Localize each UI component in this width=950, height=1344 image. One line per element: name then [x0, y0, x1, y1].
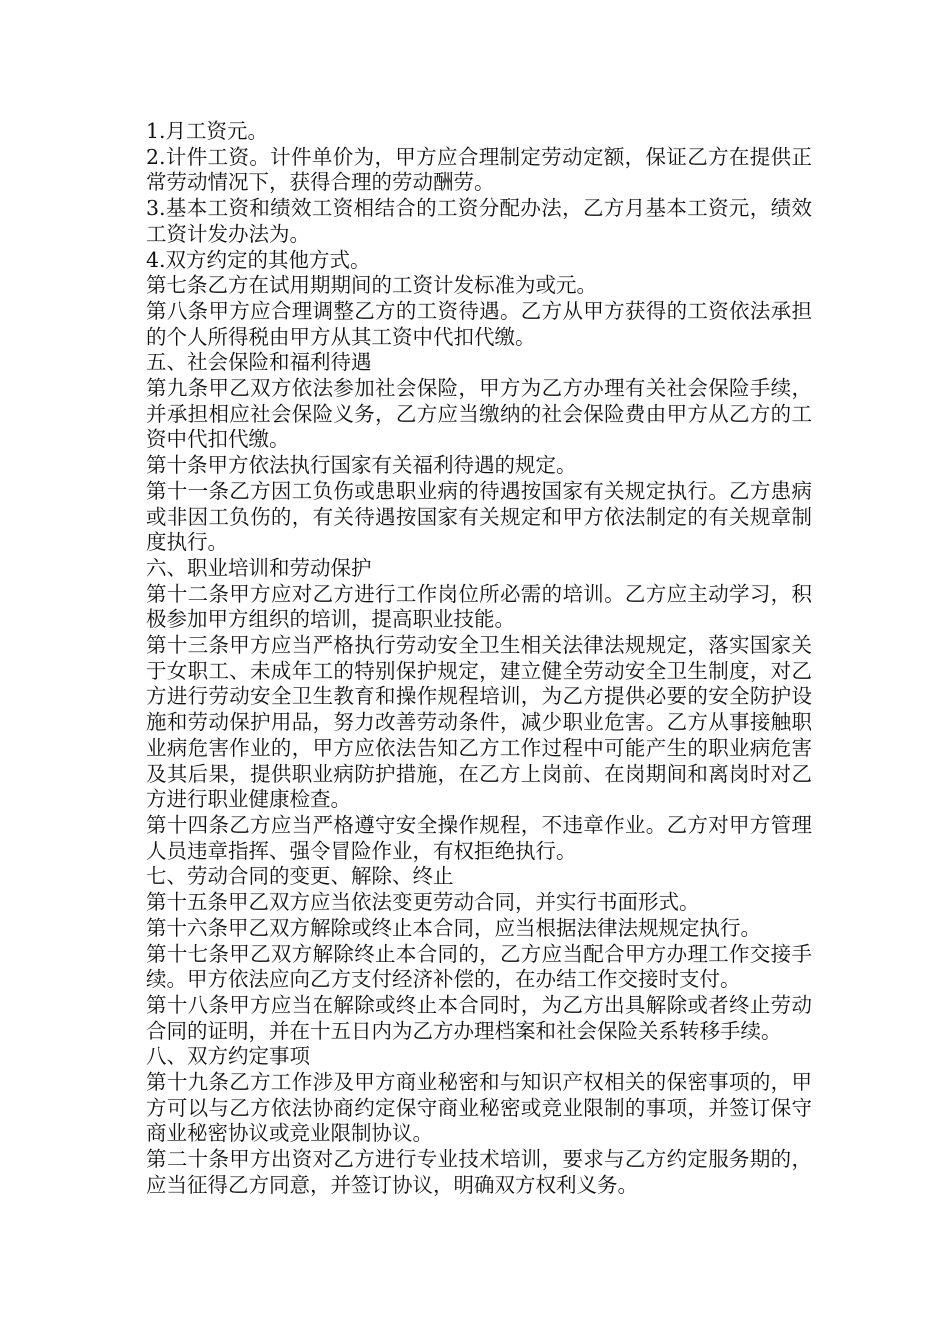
paragraph-article-17: 第十七条甲乙双方解除终止本合同的，乙方应当配合甲方办理工作交接手续。甲方依法应向乙方支付经济补偿的，在办结工作交接时支付。	[146, 941, 812, 992]
paragraph-article-15: 第十五条甲乙双方应当依法变更劳动合同，并实行书面形式。	[146, 890, 700, 915]
paragraph-article-16: 第十六条甲乙双方解除或终止本合同，应当根据法律法规规定执行。	[146, 915, 761, 940]
paragraph-article-10: 第十条甲方依法执行国家有关福利待遇的规定。	[146, 453, 577, 478]
paragraph-article-20: 第二十条甲方出资对乙方进行专业技术培训，要求与乙方约定服务期的，应当征得乙方同意，并签订协议，明确双方权利义务。	[146, 1147, 812, 1197]
paragraph-article-19: 第十九条乙方工作涉及甲方商业秘密和与知识产权相关的保密事项的，甲方可以与乙方依法协商约定保守商业秘密或竞业限制的事项，并签订保守商业秘密协议或竞业限制协议。	[146, 1070, 812, 1146]
paragraph-article-18: 第十八条甲方应当在解除或终止本合同时，为乙方出具解除或者终止劳动合同的证明，并在十五日内为乙方办理档案和社会保险关系转移手续。	[146, 992, 812, 1043]
paragraph-article-7: 第七条乙方在试用期期间的工资计发标准为或元。	[146, 273, 597, 298]
paragraph-article-8: 第八条甲方应合理调整乙方的工资待遇。乙方从甲方获得的工资依法承担的个人所得税由甲方从其工资中代扣代缴。	[146, 298, 812, 349]
paragraph-salary-piecework: 2.计件工资。计件单价为，甲方应合理制定劳动定额，保证乙方在提供正常劳动情况下，获得合理的劳动酬劳。	[146, 144, 812, 195]
document-body	[146, 119, 812, 1199]
section-heading-8: 八、双方约定事项	[146, 1044, 310, 1069]
paragraph-article-14: 第十四条乙方应当严格遵守安全操作规程，不违章作业。乙方对甲方管理人员违章指挥、强令冒险作业，有权拒绝执行。	[146, 812, 812, 863]
section-heading-7: 七、劳动合同的变更、解除、终止	[146, 864, 454, 889]
paragraph-article-13: 第十三条甲方应当严格执行劳动安全卫生相关法律法规规定，落实国家关于女职工、未成年工的特别保护规定，建立健全劳动安全卫生制度，对乙方进行劳动安全卫生教育和操作规程培训，为乙方提供必要的安全防护设施和劳动保护用品，努力改善劳动条件，减少职业危害。乙方从事接触职业病危害作业的，甲方应依法告知乙方工作过程中可能产生的职业病危害及其后果，提供职业病防护措施，在乙方上岗前、在岗期间和离岗时对乙方进行职业健康检查。	[146, 633, 812, 812]
paragraph-salary-monthly: 1.月工资元。	[146, 119, 269, 143]
paragraph-salary-other: 4.双方约定的其他方式。	[146, 247, 371, 272]
paragraph-article-9: 第九条甲乙双方依法参加社会保险，甲方为乙方办理有关社会保险手续，并承担相应社会保险义务，乙方应当缴纳的社会保险费由甲方从乙方的工资中代扣代缴。	[146, 376, 812, 452]
paragraph-article-12: 第十二条甲方应对乙方进行工作岗位所必需的培训。乙方应主动学习，积极参加甲方组织的培训，提高职业技能。	[146, 581, 812, 632]
paragraph-salary-base-performance: 3.基本工资和绩效工资相结合的工资分配办法，乙方月基本工资元，绩效工资计发办法为。	[146, 196, 812, 246]
section-heading-6: 六、职业培训和劳动保护	[146, 555, 372, 580]
paragraph-article-11: 第十一条乙方因工负伤或患职业病的待遇按国家有关规定执行。乙方患病或非因工负伤的，有关待遇按国家有关规定和甲方依法制定的有关规章制度执行。	[146, 478, 812, 555]
section-heading-5: 五、社会保险和福利待遇	[146, 350, 372, 375]
